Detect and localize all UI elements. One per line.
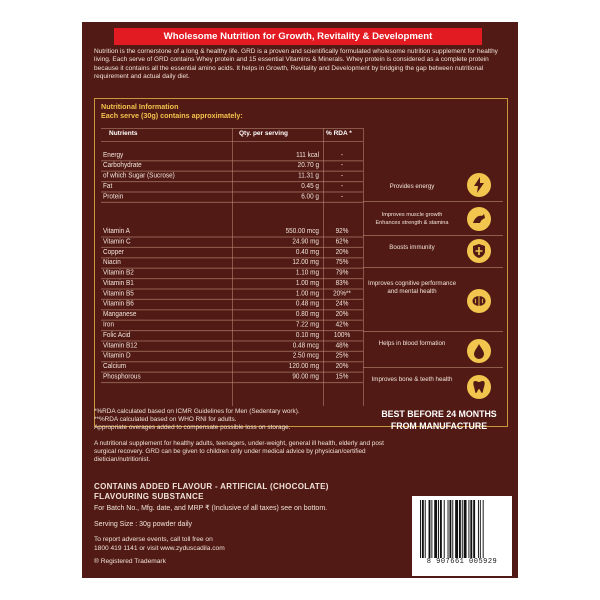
rda-cell: -: [340, 182, 344, 191]
table-row: [101, 361, 361, 371]
rda-cell: 20%: [335, 362, 349, 371]
table-row: [101, 340, 361, 350]
qty-cell: 1.10 mg: [295, 268, 319, 277]
benefit-blood: Helps in blood formation: [378, 340, 446, 347]
barcode-bars: [420, 500, 504, 558]
benefit-divider: [363, 367, 503, 368]
benefit-muscle-growth: Improves muscle growth: [381, 212, 443, 218]
benefit-cognitive: Improves cognitive performance and mental health: [367, 280, 457, 295]
nutrition-title: Nutritional Information: [101, 102, 179, 111]
table-row: [101, 288, 361, 298]
benefit-energy: Provides energy: [389, 183, 435, 190]
nutrient-cell: Vitamin C: [103, 237, 131, 246]
footnote-icmr: *%RDA calculated based on ICMR Guidelines for Men (Sedentary work).: [94, 408, 300, 415]
rda-cell: 20%**: [333, 289, 351, 298]
table-row: [101, 299, 361, 309]
nutrient-cell: Vitamin B5: [103, 289, 134, 298]
nutrient-cell: Energy: [103, 150, 124, 160]
product-label-panel: [82, 22, 518, 578]
barcode-bar: [452, 500, 453, 558]
qty-cell: 7.22 mg: [295, 320, 319, 329]
barcode-bar: [473, 500, 475, 558]
barcode-bar: [422, 500, 424, 558]
nutrition-subtitle: Each serve (30g) contains approximately:: [101, 111, 243, 120]
best-before-line1: BEST BEFORE 24 MONTHS: [381, 409, 497, 419]
barcode-bar: [468, 500, 469, 558]
table-row: [101, 191, 361, 201]
qty-cell: 24.90 mg: [292, 237, 319, 246]
table-row: [101, 247, 361, 257]
nutrient-cell: Vitamin B2: [103, 268, 134, 277]
rda-cell: 25%: [335, 351, 349, 361]
flavour-statement: [94, 482, 329, 502]
rda-cell: 15%: [335, 372, 349, 381]
shield-icon: [467, 239, 491, 263]
nutrient-cell: Folic Acid: [103, 331, 131, 340]
trademark-note: ® Registered Trademark: [94, 558, 166, 565]
rda-cell: 24%: [335, 299, 349, 309]
rda-cell: 92%: [335, 227, 349, 236]
best-before: [364, 408, 514, 432]
table-row: [101, 181, 361, 191]
muscle-icon: [467, 207, 491, 231]
barcode-bar: [420, 500, 421, 558]
nutrient-cell: Iron: [103, 320, 115, 329]
rda-cell: 42%: [335, 320, 349, 329]
barcode-bar: [444, 500, 445, 558]
nutrient-cell: Carbohydrate: [103, 161, 142, 170]
nutrient-cell: Manganese: [103, 310, 137, 319]
qty-cell: 550.00 mcg: [285, 227, 319, 236]
qty-cell: 90.00 mg: [292, 372, 319, 381]
barcode: [412, 496, 512, 576]
qty-cell: 1.00 mg: [295, 279, 319, 288]
header-rda: % RDA *: [326, 130, 352, 137]
flavour-line2: FLAVOURING SUBSTANCE: [94, 492, 204, 501]
nutrient-cell: of which Sugar (Sucrose): [103, 171, 175, 180]
header-qty: Qty. per serving: [239, 130, 289, 137]
qty-cell: 0.40 mg: [295, 247, 319, 257]
table-column-divider: [232, 128, 233, 406]
benefit-bone: Improves bone & teeth health: [371, 376, 453, 383]
rda-cell: 20%: [335, 310, 349, 319]
nutrient-cell: Vitamin B6: [103, 299, 134, 309]
barcode-bar: [478, 500, 479, 558]
qty-cell: 120.00 mg: [288, 362, 319, 371]
rda-cell: 83%: [335, 279, 349, 288]
barcode-bar: [431, 500, 432, 558]
barcode-bar: [449, 500, 451, 558]
rda-cell: 20%: [335, 247, 349, 257]
table-row: [101, 226, 361, 236]
rda-cell: -: [340, 192, 344, 201]
rda-cell: -: [340, 171, 344, 180]
table-row: [101, 309, 361, 319]
nutrient-cell: Vitamin B12: [103, 341, 138, 350]
nutrient-cell: Protein: [103, 192, 124, 201]
nutrient-cell: Vitamin D: [103, 351, 131, 361]
barcode-bar: [440, 500, 442, 558]
header-nutrients: Nutrients: [109, 130, 138, 137]
qty-cell: 0.48 mg: [295, 299, 319, 309]
qty-cell: 111 kcal: [296, 150, 319, 160]
table-row: [101, 351, 361, 361]
table-row: [101, 320, 361, 330]
nutrient-cell: Copper: [103, 247, 124, 257]
nutrient-cell: Vitamin A: [103, 227, 130, 236]
barcode-number: 8 907661 005929: [426, 558, 498, 566]
qty-cell: 6.00 g: [301, 192, 319, 201]
benefit-immunity: Boosts immunity: [389, 244, 435, 251]
benefit-divider: [363, 201, 503, 202]
qty-cell: 1.00 mg: [295, 289, 319, 298]
barcode-bar: [464, 500, 467, 558]
table-row: [101, 268, 361, 278]
footnote-overages: Appropriate overages added to compensate possible loss on storage.: [94, 424, 291, 431]
flavour-line1: CONTAINS ADDED FLAVOUR - ARTIFICIAL (CHOCOLATE): [94, 482, 329, 491]
benefit-divider: [363, 235, 503, 236]
table-row: [101, 160, 361, 170]
rda-cell: 75%: [335, 258, 349, 267]
footnote-who: **%RDA calculated based on WHO RNI for adults.: [94, 416, 237, 423]
intro-paragraph: Nutrition is the cornerstone of a long & healthy life. GRD is a proven and scientifically formulated wholesome nutrition supplement for healthy living. Each serve of GRD contains Whey protein and 15 essential Vitamins & Minerals. Whey protein is considered as a complete protein because it contains all the essential amino acids. It helps in Growth, Revitality and Development by bridging the gap between nutritional requirement and actual daily diet.: [94, 48, 498, 81]
qty-cell: 0.45 g: [301, 182, 319, 191]
qty-cell: 20.70 g: [297, 161, 319, 170]
bone-tooth-icon: [467, 375, 491, 399]
adverse-events-line1: To report adverse events, call toll free on: [94, 536, 213, 543]
rda-cell: 100%: [333, 331, 351, 340]
barcode-bar: [425, 500, 426, 558]
footnotes: [94, 408, 364, 432]
batch-info: For Batch No., Mfg. date, and MRP ₹ (Inclusive of all taxes) see on bottom.: [94, 505, 328, 512]
barcode-bar: [448, 500, 449, 558]
rda-cell: 48%: [335, 341, 349, 350]
qty-cell: 0.48 mcg: [292, 341, 319, 350]
benefit-divider: [363, 331, 503, 332]
nutrient-cell: Niacin: [103, 258, 121, 267]
barcode-bar: [434, 500, 437, 558]
adverse-events-line2: 1800 419 1141 or visit www.zyduscadila.com: [94, 545, 225, 552]
qty-cell: 0.10 mg: [295, 331, 319, 340]
serving-size: Serving Size : 30g powder daily: [94, 521, 193, 528]
qty-cell: 12.00 mg: [292, 258, 319, 267]
barcode-bar: [455, 500, 458, 558]
barcode-bar: [438, 500, 439, 558]
table-row: [101, 236, 361, 246]
qty-cell: 2.50 mcg: [292, 351, 319, 361]
barcode-bar: [483, 500, 484, 558]
table-column-divider: [323, 128, 324, 406]
brain-icon: [467, 289, 491, 313]
rda-cell: 79%: [335, 268, 349, 277]
barcode-bar: [459, 500, 461, 558]
nutrient-cell: Phosphorous: [103, 372, 141, 381]
supplement-note: A nutritional supplement for healthy adults, teenagers, under-weight, general ill health, elderly and post surgical recovery. GRD can be given to children only under medical advice by physician/certified dietician/nutritionist.: [94, 440, 384, 463]
nutrition-box: [94, 98, 508, 427]
qty-cell: 11.31 g: [298, 171, 319, 180]
barcode-bar: [470, 500, 472, 558]
rda-cell: -: [340, 161, 344, 170]
nutrient-cell: Calcium: [103, 362, 127, 371]
table-row: [101, 257, 361, 267]
benefit-divider: [363, 267, 503, 268]
barcode-bar: [462, 500, 463, 558]
table-row: [101, 150, 361, 160]
title-banner: Wholesome Nutrition for Growth, Revitality & Development: [114, 28, 482, 45]
qty-cell: 0.80 mg: [295, 310, 319, 319]
rda-cell: -: [340, 150, 344, 160]
barcode-bar: [480, 500, 481, 558]
energy-icon: [467, 173, 491, 197]
barcode-bar: [429, 500, 431, 558]
nutrient-cell: Fat: [103, 182, 113, 191]
nutrient-cell: Vitamin B1: [103, 279, 134, 288]
table-row: [101, 171, 361, 181]
benefit-strength: Enhances strength & stamina: [375, 220, 449, 226]
rda-cell: 62%: [335, 237, 349, 246]
table-row: [101, 330, 361, 340]
table-row: [101, 278, 361, 288]
blood-drop-icon: [467, 339, 491, 363]
table-row: [101, 372, 361, 382]
best-before-line2: FROM MANUFACTURE: [390, 421, 488, 431]
